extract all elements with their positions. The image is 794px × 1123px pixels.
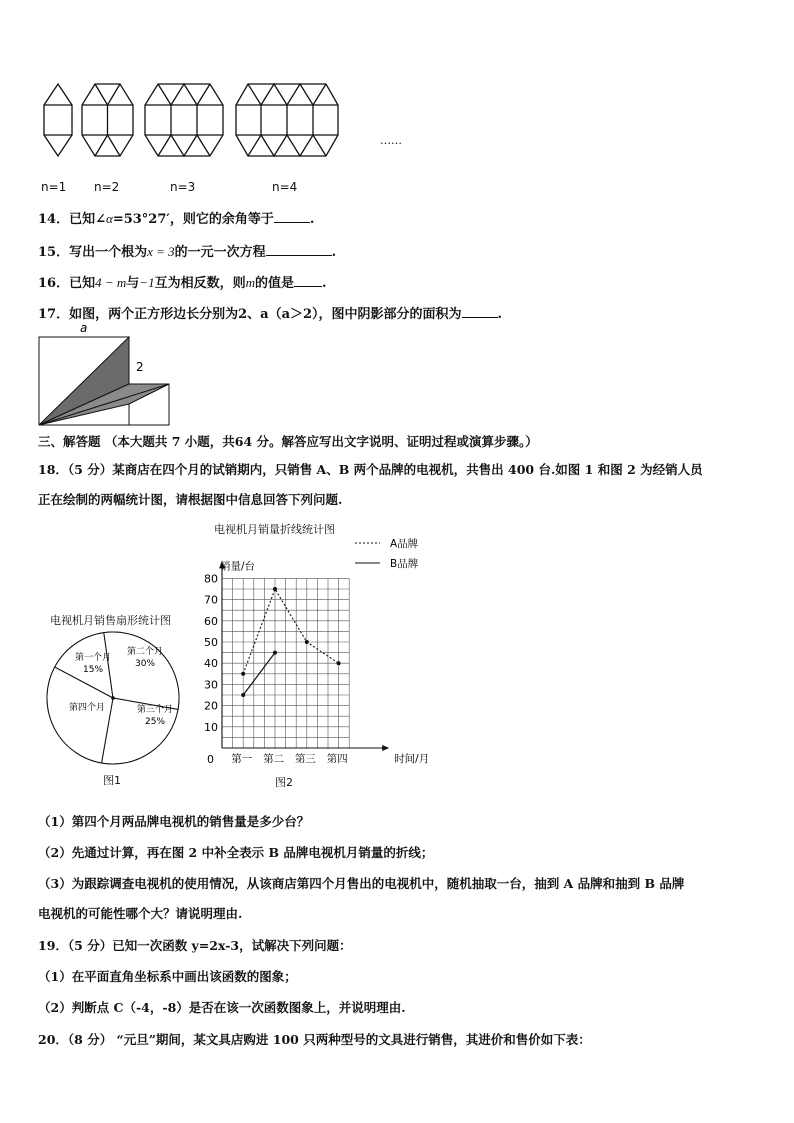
y-axis-label: 销量/台 bbox=[220, 560, 256, 573]
pie-label-4: 第四个月 bbox=[69, 703, 106, 713]
question-17: 17．如图，两个正方形边长分别为2、a（a＞2），图中阴影部分的面积为 . bbox=[38, 307, 503, 322]
pie-label-2: 第二个月 bbox=[127, 647, 164, 657]
question-18-sub1: （1）第四个月两品牌电视机的销售量是多少台？ bbox=[38, 814, 310, 829]
y-tick-label: 80 bbox=[204, 572, 218, 586]
series-point bbox=[305, 640, 309, 644]
question-15: 15．写出一个根为x = 3的一元一次方程 . bbox=[38, 244, 337, 260]
question-18-sub3a: （3）为跟踪调查电视机的使用情况，从该商店第四个月售出的电视机中，随机抽取一台，抽到 A 品牌和抽到 B 品牌 bbox=[38, 876, 685, 891]
line-chart-caption: 图2 bbox=[275, 776, 293, 789]
pattern-label-n4: n=4 bbox=[272, 180, 298, 194]
squares-figure bbox=[36, 320, 176, 428]
section-3-heading: 三、解答题 （本大题共 7 小题，共64 分。解答应写出文字说明、证明过程或演算步骤。） bbox=[38, 434, 538, 449]
answer-blank-14 bbox=[274, 210, 310, 223]
y-tick-label: 70 bbox=[204, 593, 218, 607]
question-18-line2: 正在绘制的两幅统计图，请根据图中信息回答下列问题. bbox=[38, 492, 343, 507]
y-tick-label: 60 bbox=[204, 614, 218, 628]
pie-chart-caption: 图1 bbox=[103, 774, 121, 787]
x-tick-label: 第四 bbox=[326, 753, 348, 765]
line-chart-title: 电视机月销量折线统计图 bbox=[214, 523, 335, 536]
x-tick-label: 第二 bbox=[263, 753, 285, 765]
pattern-label-n3: n=3 bbox=[170, 180, 196, 194]
question-18-line1: 18．（5 分）某商店在四个月的试销期内，只销售 A、B 两个品牌的电视机，共售出 400 台.如图 1 和图 2 为经销人员 bbox=[38, 462, 703, 477]
x-tick-label: 第一 bbox=[231, 753, 253, 765]
y-tick-label: 30 bbox=[204, 678, 218, 692]
pattern-label-n2: n=2 bbox=[94, 180, 120, 194]
pattern-figure bbox=[40, 80, 340, 165]
series-point bbox=[273, 651, 277, 655]
x-axis-label: 时间/月 bbox=[394, 753, 430, 765]
pie-percent-2: 30% bbox=[135, 659, 156, 669]
y-tick-label: 40 bbox=[204, 657, 218, 671]
pie-center bbox=[111, 696, 115, 700]
question-19-sub1: （1）在平面直角坐标系中画出该函数的图象； bbox=[38, 969, 297, 984]
legend-label: B品牌 bbox=[390, 558, 419, 570]
polygon-n1 bbox=[44, 84, 72, 156]
answer-blank-15 bbox=[266, 243, 332, 256]
question-16: 16．已知4 − m与−1互为相反数，则m的值是 . bbox=[38, 275, 327, 291]
pie-percent-1: 15% bbox=[83, 665, 104, 675]
polygon-n3 bbox=[145, 84, 223, 156]
series-point bbox=[241, 693, 245, 697]
origin-label: 0 bbox=[207, 753, 214, 766]
legend-label: A品牌 bbox=[390, 538, 419, 550]
pie-chart bbox=[40, 630, 190, 770]
pie-label-1: 第一个月 bbox=[75, 653, 112, 663]
question-19-sub2: （2）判断点 C（-4，-8）是否在该一次函数图象上，并说明理由. bbox=[38, 1000, 406, 1015]
y-tick-label: 20 bbox=[204, 699, 218, 713]
line-chart bbox=[190, 530, 435, 770]
x-axis-arrow bbox=[382, 745, 389, 751]
question-18-sub2: （2）先通过计算，再在图 2 中补全表示 B 品牌电视机月销量的折线； bbox=[38, 845, 434, 860]
question-14: 14．已知∠α=53°27′，则它的余角等于 . bbox=[38, 211, 315, 227]
series-point bbox=[337, 661, 341, 665]
question-18-sub3b: 电视机的可能性哪个大？请说明理由. bbox=[38, 906, 243, 921]
pattern-ellipsis: …… bbox=[380, 134, 402, 147]
y-tick-label: 50 bbox=[204, 636, 218, 649]
question-20: 20．（8 分） “元旦”期间，某文具店购进 100 只两种型号的文具进行销售，其进价和售价如下表： bbox=[38, 1032, 591, 1047]
x-tick-label: 第三 bbox=[294, 753, 316, 765]
pie-label-3: 第三个月 bbox=[137, 705, 174, 715]
answer-blank-17 bbox=[462, 305, 498, 318]
pie-chart-title: 电视机月销售扇形统计图 bbox=[50, 614, 171, 627]
pie-percent-3: 25% bbox=[145, 717, 166, 727]
label-2: 2 bbox=[136, 360, 144, 374]
pattern-label-n1: n=1 bbox=[41, 180, 67, 194]
series-point bbox=[273, 587, 277, 591]
question-19: 19．（5 分）已知一次函数 y=2x-3，试解决下列问题： bbox=[38, 938, 352, 953]
label-a: a bbox=[80, 321, 88, 335]
y-tick-label: 10 bbox=[204, 720, 218, 734]
pie-slice-2 bbox=[104, 632, 179, 709]
answer-blank-16 bbox=[294, 274, 322, 287]
series-point bbox=[241, 672, 245, 676]
